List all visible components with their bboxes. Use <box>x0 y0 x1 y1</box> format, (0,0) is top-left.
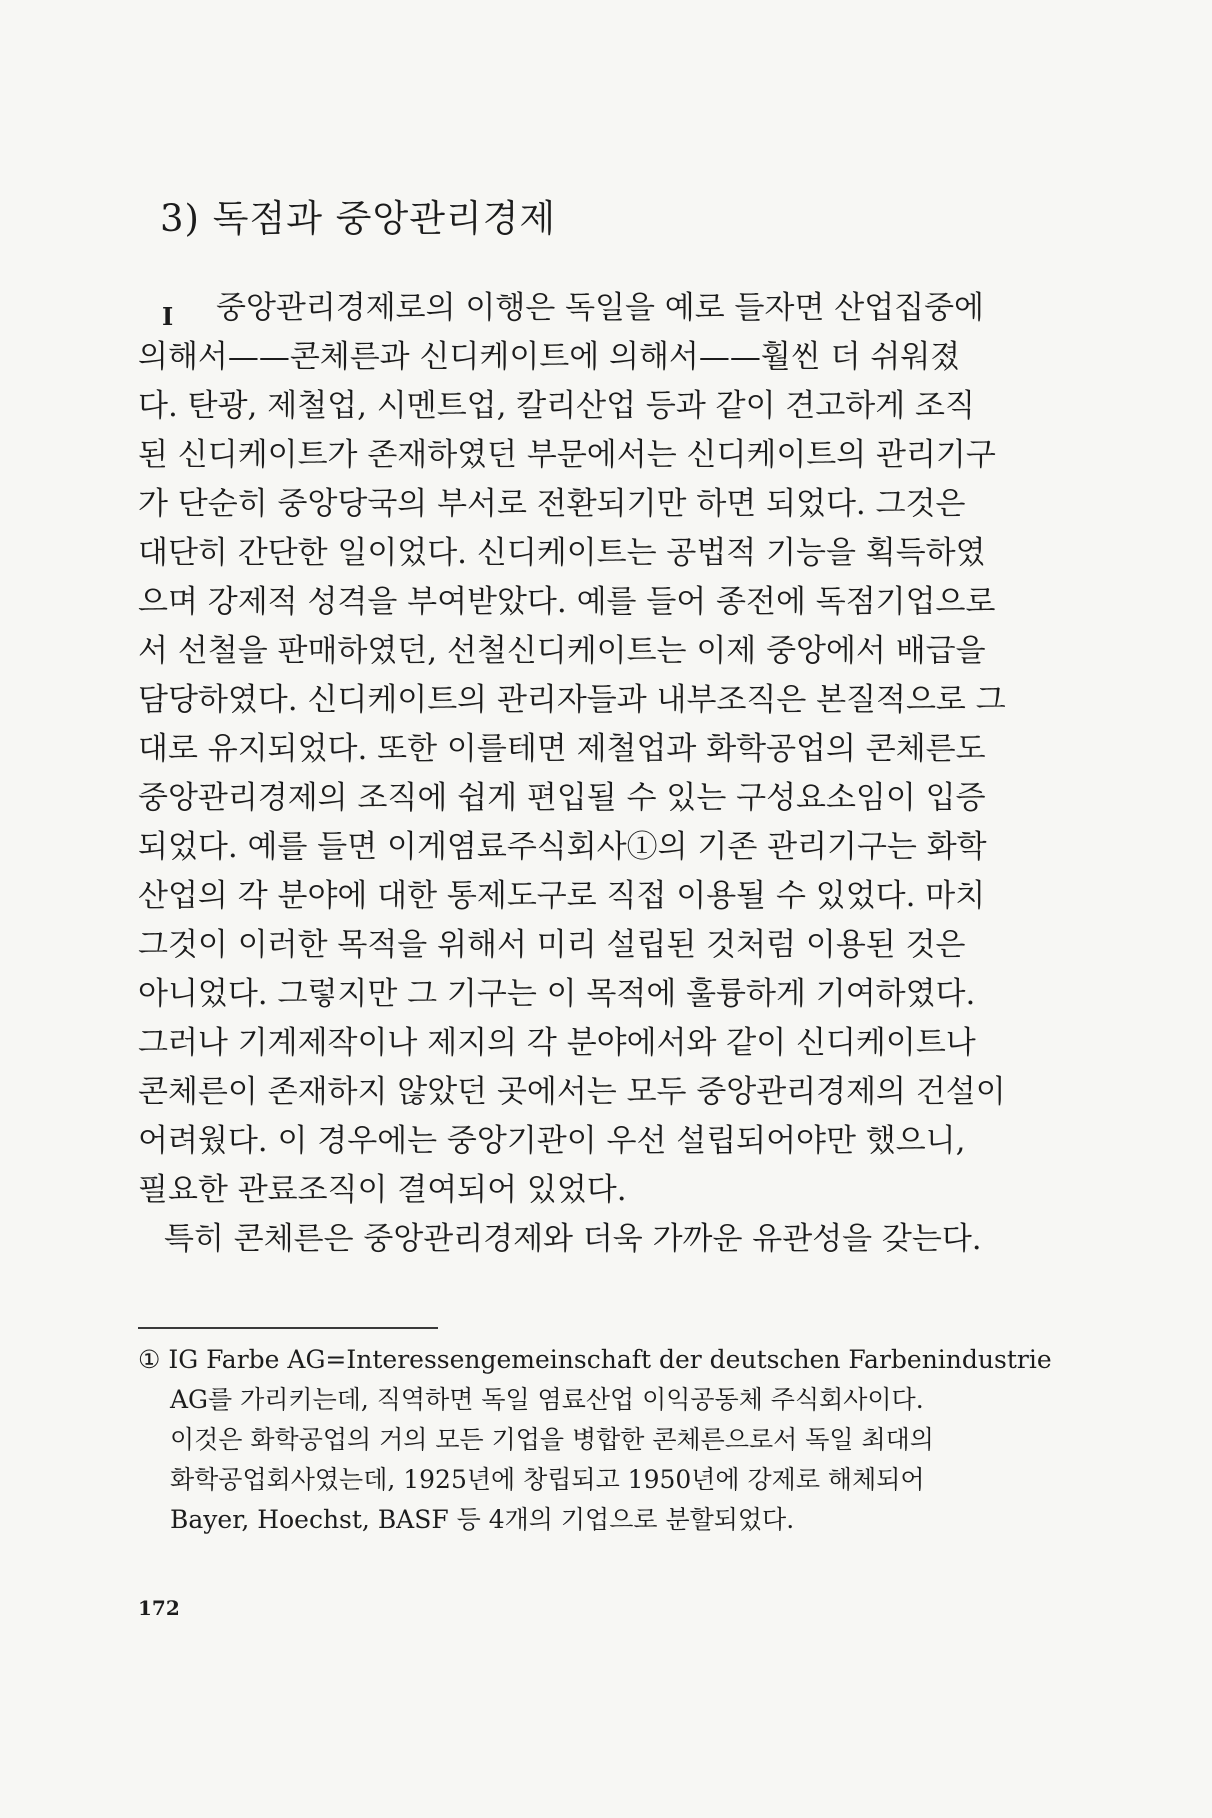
body-line: 다. 탄광, 제철업, 시멘트업, 칼리산업 등과 같이 견고하게 조직 <box>138 388 975 424</box>
body-line: 특히 콘체른은 중앙관리경제와 더욱 가까운 유관성을 갖는다. <box>164 1221 982 1257</box>
footnote-line: ① IG Farbe AG=Interessengemeinschaft der deutschen Farbenindustrie <box>138 1345 1052 1374</box>
body-line: 의해서——콘체른과 신디케이트에 의해서——훨씬 더 쉬워졌 <box>138 339 961 375</box>
body-line: 콘체른이 존재하지 않았던 곳에서는 모두 중앙관리경제의 건설이 <box>138 1074 1006 1110</box>
body-line: 된 신디케이트가 존재하였던 부문에서는 신디케이트의 관리기구 <box>138 437 996 473</box>
footnote-block <box>138 1340 1083 1540</box>
footnote-line: 화학공업회사였는데, 1925년에 창립되고 1950년에 강제로 해체되어 <box>170 1465 925 1494</box>
body-line: 대로 유지되었다. 또한 이를테면 제철업과 화학공업의 콘체른도 <box>138 731 986 767</box>
section-heading: 3) 독점과 중앙관리경제 <box>160 197 557 240</box>
main-body-text <box>138 284 1076 1264</box>
section-marker: I <box>162 302 174 331</box>
body-line: 되었다. 예를 들면 이게염료주식회사①의 기존 관리기구는 화학 <box>138 829 987 865</box>
footnote-line: 이것은 화학공업의 거의 모든 기업을 병합한 콘체른으로서 독일 최대의 <box>170 1425 934 1454</box>
footnote-separator <box>138 1327 438 1329</box>
footnote-line: Bayer, Hoechst, BASF 등 4개의 기업으로 분할되었다. <box>170 1505 795 1534</box>
body-line: 어려웠다. 이 경우에는 중앙기관이 우선 설립되어야만 했으니, <box>138 1123 966 1159</box>
page-number: 172 <box>138 1596 180 1620</box>
body-line: 대단히 간단한 일이었다. 신디케이트는 공법적 기능을 획득하였 <box>138 535 986 571</box>
body-line: 중앙관리경제의 조직에 쉽게 편입될 수 있는 구성요소임이 입증 <box>138 780 986 816</box>
body-line: 중앙관리경제로의 이행은 독일을 예로 들자면 산업집중에 <box>216 290 984 326</box>
body-line: 으며 강제적 성격을 부여받았다. 예를 들어 종전에 독점기업으로 <box>138 584 996 620</box>
body-line: 담당하였다. 신디케이트의 관리자들과 내부조직은 본질적으로 그 <box>138 682 1006 718</box>
body-line: 그것이 이러한 목적을 위해서 미리 설립된 것처럼 이용된 것은 <box>138 927 966 963</box>
body-line: 가 단순히 중앙당국의 부서로 전환되기만 하면 되었다. 그것은 <box>138 486 966 522</box>
body-line: 필요한 관료조직이 결여되어 있었다. <box>138 1172 627 1208</box>
footnote-line: AG를 가리키는데, 직역하면 독일 염료산업 이익공동체 주식회사이다. <box>170 1385 924 1414</box>
body-line: 산업의 각 분야에 대한 통제도구로 직접 이용될 수 있었다. 마치 <box>138 878 986 914</box>
body-line: 그러나 기계제작이나 제지의 각 분야에서와 같이 신디케이트나 <box>138 1025 976 1061</box>
body-line: 아니었다. 그렇지만 그 기구는 이 목적에 훌륭하게 기여하였다. <box>138 976 976 1012</box>
body-line: 서 선철을 판매하였던, 선철신디케이트는 이제 중앙에서 배급을 <box>138 633 986 669</box>
